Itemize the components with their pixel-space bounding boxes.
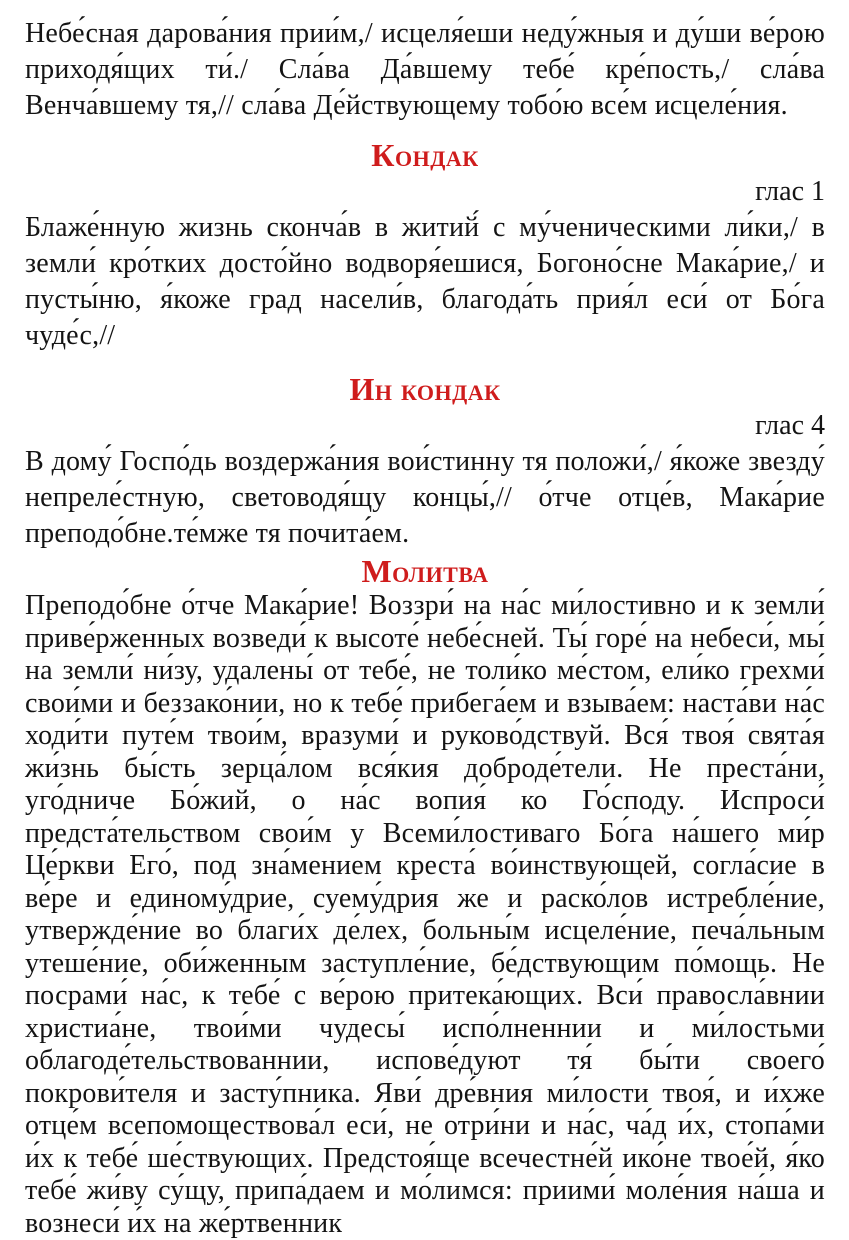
section-heading-kondak: Кондак	[371, 137, 479, 173]
voice-label-glas-4: глас 4	[755, 410, 825, 441]
hymn-continuation-paragraph: Небе́сная дарова́ния прии́м,/ исцеля́еши неду́жныя и ду́ши ве́рою приходя́щих ти́./ Сла́ва Да́вшему тебе́ кре́пость,/ сла́ва Венча́вшему тя,// сла́ва Де́йствующему тобо́ю все́м исцеле́ния.	[25, 18, 825, 121]
in-kondak-text: В дому́ Госпо́дь воздержа́ния вои́стинну тя положи́,/ я́коже звезду́ непреле́стную, световодя́щу концы́,// о́тче отце́в, Мака́рие преподо́бне.те́мже тя почита́ем.	[25, 446, 825, 549]
section-heading-in-kondak: Ин кондак	[349, 371, 501, 407]
kondak-text: Блаже́нную жизнь сконча́в в житий́ с му́ченическими ли́ки,/ в земли́ кро́тких досто́йно водворя́ешися, Богоно́сне Мака́рие,/ и пусты́ню, я́коже град насели́в, благода́ть прия́л еси́ от Бо́га чуде́с,//	[25, 212, 825, 351]
section-heading-molitva: Молитва	[361, 553, 489, 589]
molitva-text: Преподо́бне о́тче Мака́рие! Воззри́ на на́с ми́лостивно и к земли́ приве́рженных возведи́ к высоте́ небе́сней. Ты́ горе́ на небеси́, мы́ на земли́ ни́зу, удалены́ от тебе́, не толи́ко ме́стом, ели́ко грехми́ свои́ми и беззако́нии, но к тебе́ прибега́ем и взыва́ем: наста́ви на́с ходи́ти путе́м твои́м, вразуми́ и руково́дствуй. Вся́ твоя́ свята́я жи́знь бы́сть зерца́лом вся́кия доброде́тели. Не преста́ни, уго́дниче Бо́жий, о на́с вопия́ ко Го́споду. Испроси́ предста́тельством свои́м у Всеми́лостиваго Бо́га на́шего ми́р Це́ркви Его́, под зна́мением креста́ во́инствующей, согла́сие в ве́ре и единому́дрие, суему́дрия же и раско́лов истребле́ние, утвержде́ние во благи́х де́лех, больны́м исцеле́ние, печа́льным утеше́ние, оби́женным заступле́ние, бе́дствующим по́мощь. Не посрами́ на́с, к тебе́ с ве́рою притека́ющих. Вси́ правосла́внии христиа́не, твои́ми чудесы́ испо́лненнии и ми́лостьми облагоде́тельствованнии, испове́дуют тя́ бы́ти своего́ покрови́теля и засту́пника. Яви́ дре́вния ми́лости твоя́, и и́хже отце́м всепомоществова́л еси́, не отри́ни и на́с, ча́д и́х, стопа́ми и́х к тебе́ ше́ствующих. Предстоя́ще всечестне́й ико́не твое́й, я́ко тебе́ жи́ву су́щу, припа́даем и мо́лимся: приими́ моле́ния на́ша и вознеси́ и́х на же́ртвенник	[25, 590, 825, 1239]
voice-label-glas-1: глас 1	[755, 176, 825, 207]
